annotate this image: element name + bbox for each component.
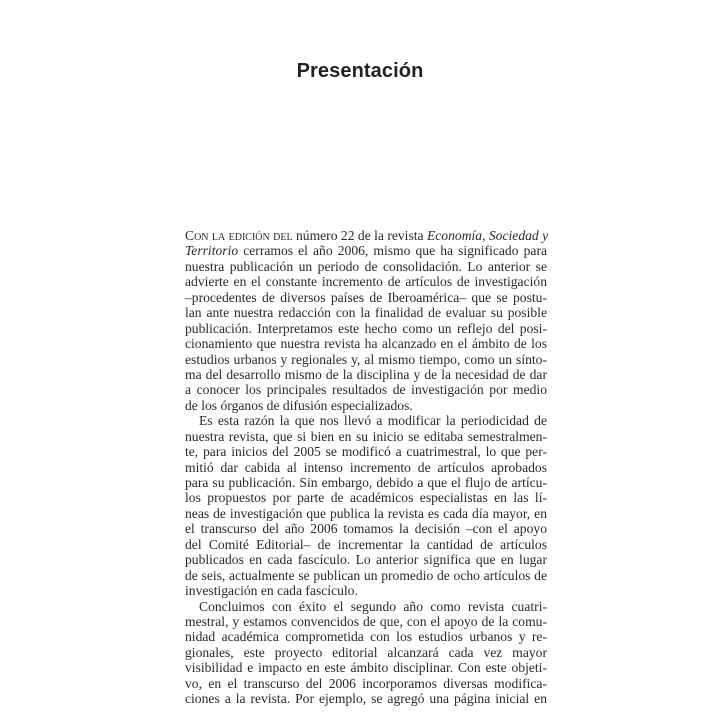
presentation-body bbox=[185, 228, 547, 707]
text-line: ciones a la revista. Por ejemplo, se agregó una página inicial en bbox=[185, 691, 547, 707]
text-line: de seis, actualmente se publican un promedio de ocho artículos de bbox=[185, 567, 547, 583]
text-line: nuestra revista, que si bien en su inicio se editaba semestralmen- bbox=[185, 428, 547, 444]
text-line: nuestra publicación un periodo de consolidación. Lo anterior se bbox=[185, 258, 547, 274]
text-line: de los órganos de difusión especializados. bbox=[185, 397, 413, 413]
text-line: Es esta razón la que nos llevó a modificar la periodicidad de bbox=[199, 413, 547, 429]
text-line: neas de investigación que publica la revista es cada día mayor, en bbox=[185, 505, 547, 521]
text-line: vo, en el transcurso del 2006 incorporamos diversas modifica- bbox=[185, 675, 547, 691]
text-line bbox=[185, 243, 547, 258]
text-line: del Comité Editorial– de incrementar la cantidad de artículos bbox=[185, 536, 547, 552]
text-line: investigación en cada fascículo. bbox=[185, 583, 358, 599]
text-line: publicación. Interpretamos este hecho como un reflejo del posi- bbox=[185, 320, 547, 336]
small-caps-opening: Con la edición del bbox=[185, 228, 293, 243]
journal-title: Territorio bbox=[185, 243, 239, 259]
text-line: el transcurso del año 2006 tomamos la decisión –con el apoyo bbox=[185, 521, 547, 537]
text-line: estudios urbanos y regionales y, al mismo tiempo, como un sínto- bbox=[185, 351, 547, 367]
text-line bbox=[185, 228, 547, 243]
text-line: publicados en cada fascículo. Lo anterior significa que en lugar bbox=[185, 552, 547, 568]
text-line: –procedentes de diversos países de Iberoamérica– que se postu- bbox=[185, 289, 547, 305]
text-line: cionamiento que nuestra revista ha alcanzado en el ámbito de los bbox=[185, 336, 547, 352]
text-line: lan ante nuestra redacción con la finalidad de evaluar su posible bbox=[185, 305, 547, 321]
text-line: los propuestos por parte de académicos especialistas en las lí- bbox=[185, 490, 547, 506]
text-line: gionales, este proyecto editorial alcanzará cada vez mayor bbox=[185, 644, 547, 660]
text-fragment: número 22 de la revista bbox=[292, 228, 427, 243]
text-line: mestral, y estamos convencidos de que, con el apoyo de la comu- bbox=[185, 613, 547, 629]
text-line: nidad académica comprometida con los estudios urbanos y re- bbox=[185, 629, 547, 645]
text-line: visibilidad e impacto en este ámbito disciplinar. Con este objeti- bbox=[185, 660, 547, 676]
text-line: Concluimos con éxito el segundo año como revista cuatri- bbox=[199, 598, 547, 614]
text-fragment: cerramos el año 2006, mismo que ha significado para bbox=[238, 243, 547, 259]
text-line: para su publicación. Sin embargo, debido a que el flujo de artícu- bbox=[185, 475, 547, 490]
journal-title: Economía, Sociedad y bbox=[426, 228, 549, 243]
text-line: te, para inicios del 2005 se modificó a cuatrimestral, lo que per- bbox=[185, 444, 547, 460]
text-line: a conocer los principales resultados de investigación por medio bbox=[185, 382, 547, 398]
page-title: Presentación bbox=[296, 60, 424, 82]
text-line: advierte en el constante incremento de artículos de investigación bbox=[185, 274, 547, 290]
text-line: mitió dar cabida al intenso incremento de artículos aprobados bbox=[185, 459, 547, 475]
text-line: ma del desarrollo mismo de la disciplina y de la necesidad de dar bbox=[185, 366, 547, 382]
